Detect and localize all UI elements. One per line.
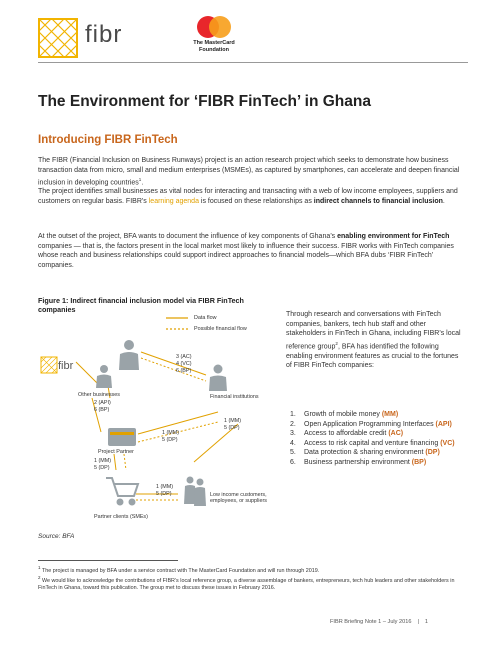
list-item (290, 420, 470, 430)
low-income-label: Low income customers, employees, or suppliers (210, 492, 267, 505)
list-text: Business partnership environment (304, 458, 410, 466)
list-number: 4. (290, 439, 296, 447)
footnote-text: The project is managed by BFA under a service contract with The MasterCard Foundation and will run through 2019. (41, 567, 320, 574)
shopping-cart-icon (106, 478, 138, 505)
fibr-small-logo-icon (40, 356, 58, 374)
pp-right-flow-1: 1 (MM) (162, 430, 180, 436)
side-paragraph (286, 310, 466, 371)
payment-card-icon (108, 428, 136, 446)
brand-name: fibr (85, 21, 123, 48)
partner-clients-label: Partner clients (SMEs) (94, 514, 148, 520)
fi-flow-1: 1 (MM) (224, 418, 242, 424)
fibr-logo-icon (38, 18, 78, 58)
outset-paragraph (38, 232, 470, 270)
list-abbr: (BP) (411, 458, 427, 466)
figure-title: Figure 1: Indirect financial inclusion model via FIBR FinTech companies (38, 296, 244, 314)
outset-text-bold: enabling environment for FinTech (337, 233, 450, 240)
side-text-end: , BFA has identified the following enabling environment features as crucial to the fortunes of FIBR FinTech companies: (286, 343, 459, 370)
list-abbr: (API) (435, 420, 452, 428)
page-header (38, 16, 468, 60)
flow-line (141, 358, 206, 381)
ob-flow-1: 2 (API) (94, 400, 111, 406)
businessman-icon (209, 365, 227, 392)
list-abbr: (VC) (440, 439, 455, 447)
ob-flow-2: 6 (BP) (94, 407, 110, 413)
fi-flow-2: 5 (DP) (224, 425, 240, 431)
outset-text: At the outset of the project, BFA wants to document the influence of key components of Ghana’s (38, 233, 338, 240)
top-flow-3: 6 (BP) (176, 368, 192, 374)
section-title: Introducing FIBR FinTech (38, 134, 178, 146)
project-partner-label: Project Partner (98, 449, 134, 455)
side-text: Through research and conversations with FinTech companies, bankers, tech hub staff and other stakeholders in FinTech in Ghana, including FIBR’s local reference group (286, 311, 461, 351)
list-number: 1. (290, 411, 296, 418)
footnote-2 (38, 574, 470, 592)
learning-agenda-link[interactable]: learning agenda (148, 197, 199, 205)
pp-left-flow-2: 5 (DP) (94, 465, 110, 471)
list-abbr: (MM) (381, 411, 399, 418)
list-abbr: (DP) (425, 449, 440, 457)
footnote-ref: 2 (335, 340, 338, 346)
flow-line (141, 352, 206, 375)
pp-left-flow-1: 1 (MM) (94, 458, 112, 464)
list-abbr: (AC) (388, 430, 404, 438)
footnote-divider (38, 560, 178, 561)
outset-text-after: companies — that is, the factors present in the local market most likely to influence their success. FIBR works with FinTech companies whose reach and business relationships could support indirect approaches to financial models—which BFA dubs ‘FIBR FinTech’ companies. (38, 242, 454, 269)
footer-separator: | (417, 619, 419, 625)
list-number: 3. (290, 430, 296, 438)
diagram-brand: fibr (58, 360, 74, 372)
list-item (290, 458, 470, 468)
legend-data-flow: Data flow (194, 315, 217, 321)
flow-line (114, 454, 116, 470)
page-title: The Environment for ‘FIBR FinTech’ in Ghana (38, 93, 371, 110)
page-footer (330, 619, 428, 625)
project-text-bold: indirect channels to financial inclusion (313, 197, 443, 205)
partner-name: The MasterCard Foundation (193, 40, 235, 53)
project-text-middle: is focused on these relationships as (198, 197, 314, 205)
legend-financial-flow: Possible financial flow (194, 326, 247, 332)
project-paragraph (38, 187, 470, 206)
list-text: Data protection & sharing environment (304, 449, 424, 457)
footnote-number: 1 (38, 565, 41, 570)
footnote-ref: 1 (138, 177, 142, 183)
list-number: 2. (290, 420, 296, 428)
list-item (290, 439, 470, 449)
list-text: Growth of mobile money (304, 411, 380, 418)
footnote-number: 2 (38, 575, 41, 580)
page-number: 1 (424, 619, 429, 625)
people-group-icon (184, 477, 206, 507)
intro-text: The FIBR (Financial Inclusion on Business Runways) project is an action research project which seeks to demonstrate how business transaction data from micro, small and medium enterprises (MSMEs), as captured by smartphones, can accelerate and deepen financial inclusion in developing countries (38, 157, 460, 187)
header-divider (38, 62, 468, 63)
businessman-icon (119, 340, 139, 370)
flow-line (124, 454, 126, 470)
indirect-inclusion-diagram (38, 312, 284, 527)
figure-source: Source: BFA (38, 533, 75, 540)
list-item (290, 448, 470, 458)
flow-line (76, 362, 98, 384)
environment-features-list (290, 410, 470, 468)
pp-right-flow-2: 5 (DP) (162, 437, 178, 443)
list-text: Access to risk capital and venture financing (304, 439, 439, 447)
list-item (290, 410, 470, 420)
footnote-text: We would like to acknowledge the contributions of FIBR’s local reference group, a diverse assemblage of bankers, entrepreneurs, tech hub leaders and other stakeholders in FinTech in Ghana, toward this publication. The group met to discuss these issues in February 2016. (38, 577, 455, 591)
list-item (290, 429, 470, 439)
project-text-end: . (442, 197, 445, 205)
list-text: Open Application Programming Interfaces (304, 420, 434, 428)
mastercard-circles-icon (197, 16, 231, 38)
project-text: The project identifies small businesses as vital nodes for interacting and transacting with a web of low income employees, suppliers and customers on regular basis. FIBR’s (38, 188, 458, 205)
other-businesses-label: Other businesses (78, 392, 120, 398)
list-number: 5. (290, 449, 296, 457)
businessman-icon (96, 365, 112, 388)
top-flow-2: 4 (VC) (176, 361, 192, 367)
low-income-flow-1: 1 (MM) (156, 484, 174, 490)
list-text: Access to affordable credit (304, 430, 387, 438)
list-number: 6. (290, 458, 296, 466)
low-income-flow-2: 5 (DP) (156, 491, 172, 497)
top-flow-1: 3 (AC) (176, 354, 192, 360)
footer-label: FIBR Briefing Note 1 – July 2016 (330, 619, 412, 625)
intro-paragraph: The FIBR (Financial Inclusion on Business Runways) project is an action research project which seeks to demonstrate how business transaction data from micro, small and medium enterprises (MSMEs), as captured by smartphones, can accelerate and deepen financial inclusion in developing countries$^1$. (38, 157, 460, 187)
financial-institutions-label: Financial institutions (210, 394, 259, 400)
mastercard-foundation-logo (184, 16, 244, 60)
